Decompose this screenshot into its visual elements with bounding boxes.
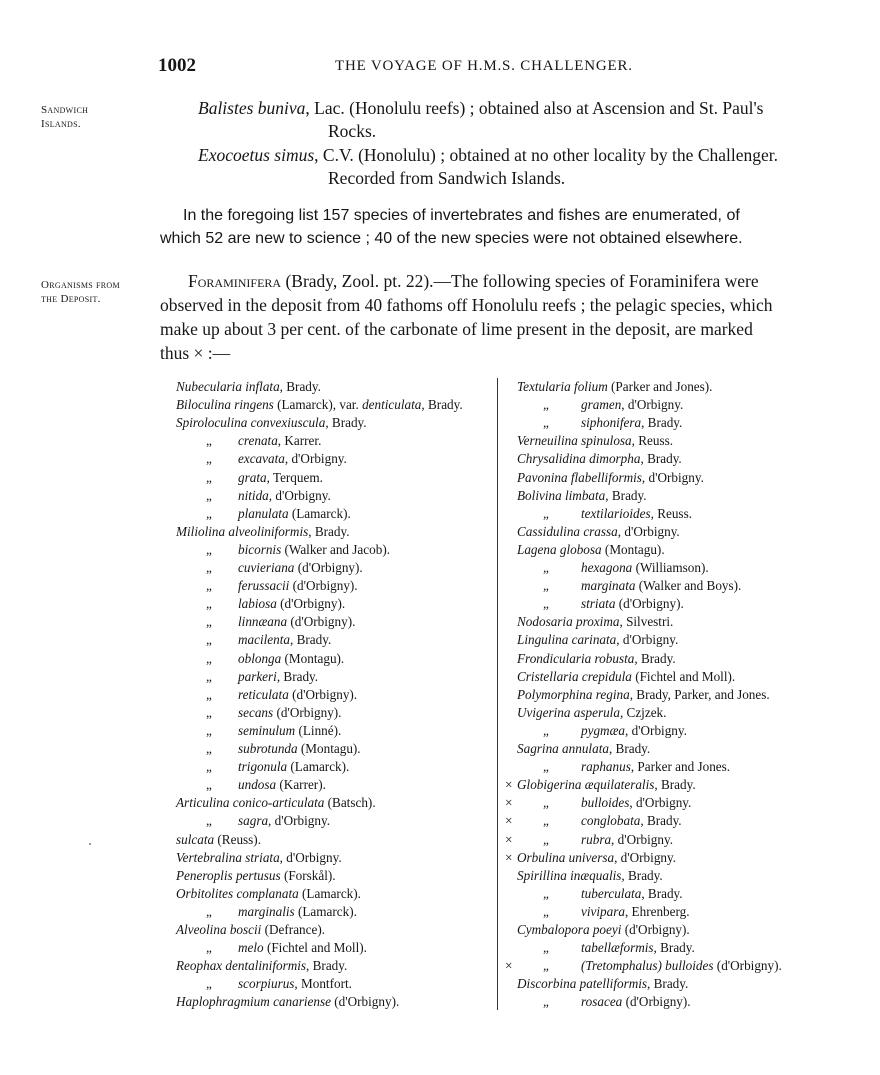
species-name: seminulum (238, 722, 296, 738)
species-name: grata (238, 469, 267, 485)
species-name: hexagona (581, 560, 633, 575)
species-name: Biloculina ringens (176, 397, 274, 413)
species-author: (Parker and Jones). (607, 379, 713, 394)
species-name: parkeri (238, 668, 277, 684)
species-author: , d'Orbigny. (279, 849, 342, 865)
margin-note-line: the Deposit. (41, 293, 101, 305)
ditto-mark: „ (206, 487, 212, 503)
ditto-mark: „ (206, 650, 212, 666)
species-author: , d'Orbigny. (614, 849, 677, 865)
ditto-mark: „ (543, 994, 549, 1010)
ditto-mark: „ (206, 903, 212, 919)
species-author: (d'Orbigny). (621, 922, 690, 937)
species-author: (Montagu). (297, 741, 361, 756)
species-name: planulata (238, 505, 289, 521)
species-row (206, 668, 318, 686)
species-author: , Brady. (279, 379, 321, 394)
species-name: Polymorphina regina (517, 686, 630, 702)
species-author: , Brady. (605, 487, 647, 503)
species-row (505, 812, 682, 830)
species-row (517, 523, 680, 541)
species-row (206, 722, 341, 740)
species-row (517, 432, 673, 450)
species-row (543, 939, 695, 957)
species-name: Orbulina universa (517, 849, 615, 865)
species-author: (Fichtel and Moll). (631, 668, 736, 684)
species-variety: denticulata (362, 397, 422, 413)
margin-note-organisms (41, 278, 120, 306)
species-row (206, 975, 352, 993)
species-row (206, 469, 323, 487)
species-author: , Brady. (640, 813, 682, 829)
fish-entry-balistes-cont: Rocks. (328, 121, 377, 141)
species-name: pygmæa (581, 722, 625, 738)
pelagic-mark: × (505, 795, 513, 811)
species-name: excavata (238, 451, 285, 467)
species-name: undosa (238, 777, 277, 793)
species-name: Cassidulina crassa (517, 523, 618, 539)
species-author: (Montagu). (281, 650, 345, 666)
species-author: (Linné). (295, 722, 342, 738)
pelagic-mark: × (505, 777, 513, 793)
species-name: Articulina conico-articulata (176, 795, 325, 811)
ditto-mark: „ (206, 668, 212, 684)
ditto-mark: „ (206, 722, 212, 738)
species-name: marginata (581, 578, 636, 594)
stray-dot (89, 843, 91, 845)
running-title: THE VOYAGE OF H.M.S. CHALLENGER. (335, 58, 633, 74)
species-row (176, 885, 361, 903)
species-name: rubra (581, 831, 612, 847)
species-name: Textularia folium (517, 379, 608, 394)
species-row (176, 867, 336, 885)
pelagic-mark: × (505, 813, 513, 829)
species-row (517, 378, 712, 396)
species-row (543, 396, 683, 414)
species-row (517, 867, 663, 885)
species-row (517, 650, 676, 668)
species-name: Miliolina alveoliniformis (176, 523, 309, 539)
species-name: Exocoetus simus (198, 145, 315, 165)
species-name: Sagrina annulata (517, 741, 609, 756)
species-author: (d'Orbigny). (273, 704, 342, 720)
species-row (505, 849, 677, 867)
species-row (176, 849, 342, 867)
species-name: subrotunda (238, 741, 298, 756)
ditto-mark: „ (543, 795, 549, 811)
margin-note-line: Islands. (41, 118, 81, 130)
species-name: Alveolina boscii (176, 922, 262, 937)
species-author: (Fichtel and Moll). (263, 940, 367, 956)
page-number: 1002 (158, 55, 196, 76)
species-author: (d'Orbigny). (276, 596, 346, 612)
species-name: textilarioides (581, 505, 651, 521)
species-row (176, 396, 463, 414)
species-name: vivipara (581, 903, 625, 919)
species-name: Peneroplis pertusus (176, 867, 281, 883)
ditto-mark: „ (206, 614, 212, 630)
species-author: (d'Orbigny). (287, 614, 356, 630)
section-head: Foraminifera (188, 271, 282, 291)
species-author: (Walker and Boys). (635, 578, 742, 594)
species-row (176, 523, 350, 541)
species-author: (Lamarck). (288, 505, 351, 521)
species-author: , Brady. (276, 668, 319, 684)
species-name: bulloides (581, 795, 630, 811)
species-name: rosacea (581, 994, 623, 1010)
species-author: (d'Orbigny). (294, 560, 363, 575)
species-name: Pavonina flabelliformis (517, 469, 642, 485)
species-author: , Brady. (641, 885, 683, 901)
pelagic-mark: × (505, 849, 513, 865)
species-row (517, 921, 690, 939)
species-name: Vertebralina striata (176, 849, 280, 865)
species-name: secans (238, 704, 274, 720)
species-name: labiosa (238, 596, 277, 612)
species-name: Reophax dentaliniformis (176, 958, 307, 974)
species-author: (Lamarck), var. (273, 397, 363, 413)
species-author: , Brady. (640, 451, 682, 467)
species-author: (Williamson). (632, 560, 709, 575)
fish-entry-balistes (198, 97, 763, 120)
species-author: (d'Orbigny). (713, 958, 782, 974)
species-name: nitida (238, 487, 269, 503)
species-row (517, 740, 650, 758)
ditto-mark: „ (206, 560, 212, 575)
species-author: , Brady. (421, 397, 463, 413)
species-author: , Brady. (653, 940, 695, 956)
species-name: trigonula (238, 759, 288, 775)
species-name: (Tretomphalus) bulloides (581, 958, 714, 974)
species-name: striata (581, 596, 616, 612)
ditto-mark: „ (543, 415, 549, 431)
species-row (176, 921, 325, 939)
species-row (517, 613, 673, 631)
species-row (206, 903, 357, 921)
species-author: , Karrer. (277, 433, 322, 449)
species-row (543, 577, 741, 595)
ditto-mark: „ (543, 831, 549, 847)
species-row (176, 993, 399, 1011)
species-row (517, 631, 678, 649)
species-author: (Reuss). (214, 831, 261, 847)
species-name: reticulata (238, 686, 289, 702)
species-name: Verneuilina spinulosa (517, 433, 632, 449)
species-row (543, 595, 684, 613)
species-author: , Terquem. (266, 469, 323, 485)
species-row (543, 722, 687, 740)
ditto-mark: „ (543, 958, 549, 974)
ditto-mark: „ (206, 704, 212, 720)
species-name: marginalis (238, 903, 295, 919)
species-name: tuberculata (581, 885, 642, 901)
species-row (206, 595, 345, 613)
species-row (517, 668, 735, 686)
species-author: , Brady. (654, 777, 696, 793)
species-name: Globigerina æquilateralis (517, 777, 655, 793)
species-name: Nubecularia inflata (176, 379, 280, 394)
summary-line: In the foregoing list 157 species of invertebrates and fishes are enumerated, of (183, 207, 740, 224)
entry-text: , C.V. (Honolulu) ; obtained at no other locality by the Challenger. (314, 145, 778, 165)
ditto-mark: „ (206, 505, 212, 521)
ditto-mark: „ (543, 596, 549, 612)
species-row (543, 758, 730, 776)
ditto-mark: „ (206, 433, 212, 449)
species-name: Lingulina carinata (517, 632, 617, 648)
species-author: , Reuss. (631, 433, 674, 449)
species-author: (Montagu). (601, 541, 665, 557)
ditto-mark: „ (543, 759, 549, 775)
species-name: Lagena globosa (517, 541, 602, 557)
ditto-mark: „ (543, 722, 549, 738)
species-row (543, 559, 709, 577)
ditto-mark: „ (206, 451, 212, 467)
species-row (517, 450, 682, 468)
species-author: , d'Orbigny. (611, 831, 674, 847)
species-author: , d'Orbigny. (617, 523, 680, 539)
ditto-mark: „ (206, 976, 212, 992)
ditto-mark: „ (543, 940, 549, 956)
species-name: Cymbalopora poeyi (517, 922, 622, 937)
pelagic-mark: × (505, 958, 513, 974)
species-row (517, 704, 666, 722)
species-author: , Brady. (647, 976, 689, 992)
species-name: Spirillina inæqualis (517, 867, 622, 883)
species-author: (d'Orbigny). (330, 994, 400, 1010)
ditto-mark: „ (206, 541, 212, 557)
species-author: , Silvestri. (619, 614, 674, 630)
species-name: macilenta (238, 632, 291, 648)
species-name: Discorbina patelliformis (517, 976, 648, 992)
intro-text: (Brady, Zool. pt. 22).—The following species of Foraminifera were (281, 271, 759, 291)
species-name: Spiroloculina convexiuscula (176, 415, 326, 431)
species-author: , d'Orbigny. (284, 451, 347, 467)
species-name: Frondicularia robusta (517, 650, 635, 666)
column-divider (497, 378, 498, 1010)
species-row (505, 794, 692, 812)
species-row (206, 559, 363, 577)
species-name: Balistes buniva (198, 98, 306, 118)
species-author: (Batsch). (324, 795, 376, 811)
species-author: , d'Orbigny. (641, 469, 704, 485)
species-name: bicornis (238, 541, 282, 557)
species-author: (Defrance). (261, 922, 326, 937)
species-row (206, 650, 344, 668)
species-name: Nodosaria proxima (517, 614, 620, 630)
species-row (176, 831, 261, 849)
pelagic-mark: × (505, 831, 513, 847)
species-row (517, 487, 647, 505)
species-row (543, 993, 691, 1011)
species-name: sulcata (176, 831, 215, 847)
species-author: , Montfort. (294, 976, 352, 992)
species-name: oblonga (238, 650, 282, 666)
foram-intro-line (188, 270, 759, 293)
species-name: linnæana (238, 614, 288, 630)
species-author: (Karrer). (276, 777, 326, 793)
species-name: Orbitolites complanata (176, 885, 299, 901)
species-author: , Brady, Parker, and Jones. (629, 686, 770, 702)
species-author: , Brady. (641, 415, 683, 431)
summary-line: which 52 are new to science ; 40 of the new species were not obtained elsewhere. (160, 230, 743, 247)
ditto-mark: „ (206, 813, 212, 829)
species-name: Chrysalidina dimorpha (517, 451, 641, 467)
ditto-mark: „ (206, 686, 212, 702)
species-row (543, 505, 692, 523)
ditto-mark: „ (206, 578, 212, 594)
species-row (517, 686, 770, 704)
ditto-mark: „ (543, 505, 549, 521)
species-name: ferussacii (238, 578, 290, 594)
species-name: Cristellaria crepidula (517, 668, 632, 684)
species-row (206, 686, 357, 704)
species-row (206, 450, 347, 468)
species-row (517, 469, 704, 487)
ditto-mark: „ (206, 759, 212, 775)
species-row (206, 541, 390, 559)
species-author: (d'Orbigny). (615, 596, 684, 612)
species-name: scorpiurus (238, 976, 295, 992)
species-row (517, 975, 688, 993)
species-row (176, 414, 367, 432)
species-row (206, 505, 351, 523)
species-author: (Walker and Jacob). (281, 541, 391, 557)
species-author: , d'Orbigny. (621, 397, 684, 413)
ditto-mark: „ (206, 632, 212, 648)
species-row (505, 957, 782, 975)
species-name: raphanus (581, 759, 631, 775)
foram-intro-line: make up about 3 per cent. of the carbonate of lime present in the deposit, are marked (160, 319, 753, 339)
species-author: , Brady. (325, 415, 367, 431)
species-name: Haplophragmium canariense (176, 994, 331, 1010)
species-author: , Czjzek. (619, 704, 667, 720)
ditto-mark: „ (206, 596, 212, 612)
species-name: Uvigerina asperula (517, 704, 620, 720)
species-author: , Brady. (308, 523, 350, 539)
species-author: (d'Orbigny). (288, 686, 358, 702)
species-author: , Brady. (621, 867, 663, 883)
foram-intro-line: observed in the deposit from 40 fathoms off Honolulu reefs ; the pelagic species, which (160, 295, 773, 315)
species-row (517, 541, 665, 559)
species-author: , Brady. (634, 650, 676, 666)
species-name: tabellæformis (581, 940, 654, 956)
entry-text: , Lac. (Honolulu reefs) ; obtained also at Ascension and St. Paul's (305, 98, 764, 118)
species-author: , Brady. (290, 632, 332, 648)
ditto-mark: „ (543, 885, 549, 901)
species-author: (d'Orbigny). (622, 994, 691, 1010)
margin-note-sandwich (41, 103, 88, 131)
margin-note-line: Sandwich (41, 104, 89, 116)
species-row (176, 957, 347, 975)
species-author: , Parker and Jones. (630, 759, 731, 775)
ditto-mark: „ (543, 560, 549, 575)
species-name: conglobata (581, 813, 641, 829)
species-author: , d'Orbigny. (624, 722, 687, 738)
species-name: crenata (238, 433, 278, 449)
species-row (206, 776, 326, 794)
species-row (176, 794, 376, 812)
species-author: , Brady. (306, 958, 348, 974)
ditto-mark: „ (543, 903, 549, 919)
ditto-mark: „ (206, 777, 212, 793)
ditto-mark: „ (543, 813, 549, 829)
ditto-mark: „ (206, 940, 212, 956)
species-author: (Lamarck). (287, 759, 350, 775)
species-row (543, 414, 682, 432)
species-name: gramen (581, 397, 622, 413)
species-row (206, 577, 358, 595)
species-author: , Reuss. (650, 505, 692, 521)
species-author: (d'Orbigny). (289, 578, 358, 594)
foram-intro-line: thus × :— (160, 343, 231, 363)
ditto-mark: „ (206, 741, 212, 756)
species-row (206, 758, 349, 776)
species-row (505, 776, 696, 794)
species-author: , d'Orbigny. (268, 487, 331, 503)
species-row (505, 831, 674, 849)
species-row (176, 378, 321, 396)
species-row (206, 432, 321, 450)
species-author: , Brady. (608, 741, 651, 756)
species-row (206, 939, 367, 957)
species-author: , Ehrenberg. (624, 903, 690, 919)
species-author: , d'Orbigny. (616, 632, 679, 648)
species-row (206, 740, 361, 758)
species-row (543, 885, 683, 903)
margin-note-line: Organisms from (41, 279, 120, 291)
species-row (206, 812, 330, 830)
species-name: Bolivina limbata (517, 487, 606, 503)
species-name: cuvieriana (238, 560, 295, 575)
species-row (206, 613, 355, 631)
ditto-mark: „ (543, 397, 549, 413)
species-author: , d'Orbigny. (629, 795, 692, 811)
fish-entry-exocoetus (198, 144, 778, 167)
species-author: (Lamarck). (298, 885, 361, 901)
ditto-mark: „ (543, 578, 549, 594)
species-row (206, 631, 331, 649)
species-row (206, 704, 341, 722)
species-row (206, 487, 331, 505)
species-name: sagra (238, 813, 269, 829)
species-name: melo (238, 940, 264, 956)
species-name: siphonifera (581, 415, 642, 431)
species-author: (Forskål). (280, 867, 336, 883)
fish-entry-exocoetus-cont: Recorded from Sandwich Islands. (328, 168, 566, 188)
ditto-mark: „ (206, 469, 212, 485)
species-author: (Lamarck). (294, 903, 357, 919)
species-author: , d'Orbigny. (268, 813, 331, 829)
species-row (543, 903, 690, 921)
